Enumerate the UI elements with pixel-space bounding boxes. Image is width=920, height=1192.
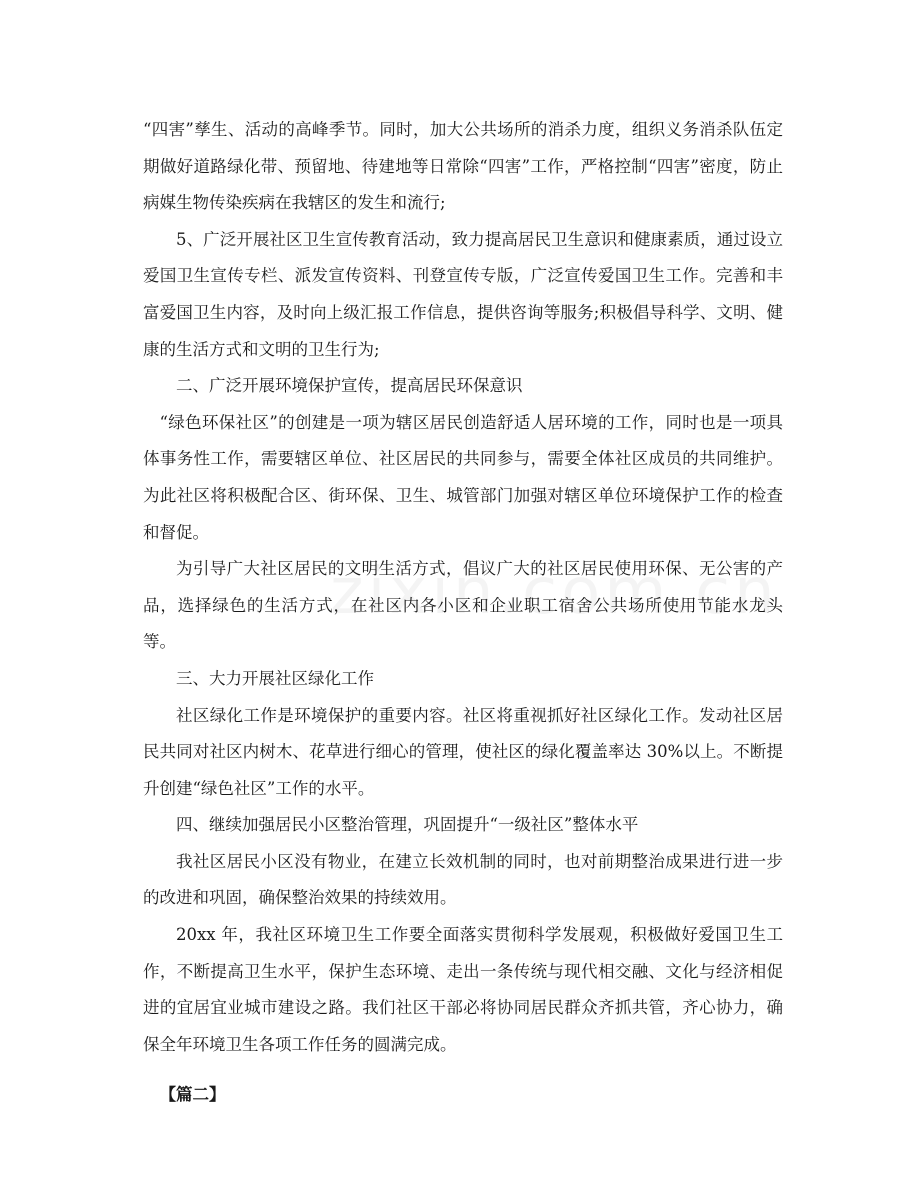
paragraph-annual-summary: 20xx 年，我社区环境卫生工作要全面落实贯彻科学发展观，积极做好爱国卫生工作，不断提高卫生水平，保护生态环境、走出一条传统与现代相交融、文化与经济相促进的宜居宜业城市建设之路。我们社区干部必将协同居民群众齐抓共管，齐心协力，确保全年环境卫生各项工作任务的圆满完成。 bbox=[143, 925, 783, 1054]
heading-section-3: 三、大力开展社区绿化工作 bbox=[176, 668, 374, 688]
section-marker-part-two: 【篇二】 bbox=[159, 1085, 226, 1105]
paragraph-residential-area: 我社区居民小区没有物业，在建立长效机制的同时，也对前期整治成果进行进一步的改进和巩固，确保整治效果的持续效用。 bbox=[143, 851, 783, 908]
paragraph-item-5-publicity: 5、广泛开展社区卫生宣传教育活动，致力提高居民卫生意识和健康素质，通过设立爱国卫生宣传专栏、派发宣传资料、刊登宣传专版，广泛宣传爱国卫生工作。完善和丰富爱国卫生内容，及时向上级汇报工作信息，提供咨询等服务;积极倡导科学、文明、健康的生活方式和文明的卫生行为; bbox=[143, 229, 783, 359]
document-body bbox=[143, 112, 783, 1114]
paragraph-four-pests: “四害”孳生、活动的高峰季节。同时，加大公共场所的消杀力度，组织义务消杀队伍定期做好道路绿化带、预留地、待建地等日常除“四害”工作，严格控制“四害”密度，防止病媒生物传染疾病在我辖区的发生和流行; bbox=[143, 120, 783, 213]
heading-section-4: 四、继续加强居民小区整治管理，巩固提升“一级社区”整体水平 bbox=[176, 815, 639, 835]
heading-section-2: 二、广泛开展环境保护宣传，提高居民环保意识 bbox=[176, 376, 523, 396]
paragraph-green-community: “绿色环保社区”的创建是一项为辖区居民创造舒适人居环境的工作，同时也是一项具体事务性工作，需要辖区单位、社区居民的共同参与，需要全体社区成员的共同维护。为此社区将积极配合区、街环保、卫生、城管部门加强对辖区单位环境保护工作的检查和督促。 bbox=[143, 412, 783, 542]
paragraph-green-lifestyle: 为引导广大社区居民的文明生活方式，倡议广大的社区居民使用环保、无公害的产品，选择绿色的生活方式，在社区内各小区和企业职工宿舍公共场所使用节能水龙头等。 bbox=[143, 559, 783, 652]
paragraph-greening-work: 社区绿化工作是环境保护的重要内容。社区将重视抓好社区绿化工作。发动社区居民共同对社区内树木、花草进行细心的管理，使社区的绿化覆盖率达 30%以上。不断提升创建“绿色社区”工作的水平。 bbox=[143, 705, 783, 798]
